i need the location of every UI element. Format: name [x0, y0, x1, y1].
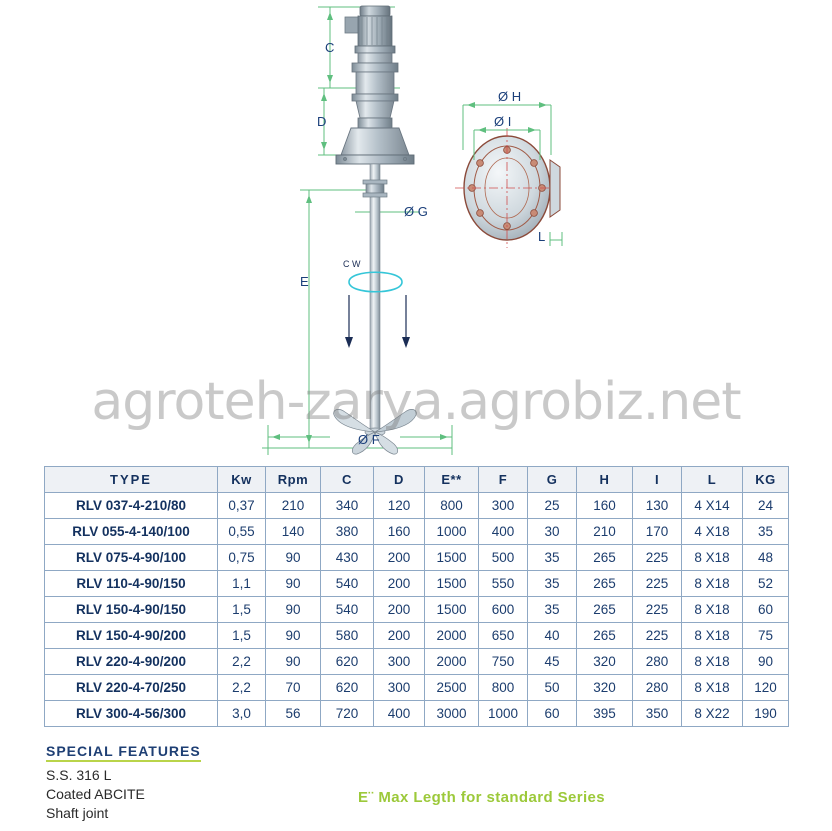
- cell-c: 430: [321, 545, 374, 571]
- cell-type: RLV 037-4-210/80: [45, 493, 218, 519]
- cell-c: 620: [321, 675, 374, 701]
- cell-g: 30: [528, 519, 577, 545]
- cell-kg: 190: [743, 701, 789, 727]
- cell-rpm: 70: [266, 675, 321, 701]
- col-c: C: [321, 467, 374, 493]
- cell-kg: 52: [743, 571, 789, 597]
- col-g: G: [528, 467, 577, 493]
- dim-label-e: E: [300, 274, 309, 289]
- cell-c: 540: [321, 597, 374, 623]
- cell-d: 160: [374, 519, 425, 545]
- emax-note: E¨ Max Legth for standard Series: [358, 789, 606, 806]
- cell-rpm: 56: [266, 701, 321, 727]
- cell-rpm: 90: [266, 623, 321, 649]
- cell-kw: 1,1: [218, 571, 266, 597]
- cell-g: 35: [528, 571, 577, 597]
- list-item: Coated ABCITE: [46, 786, 145, 802]
- cell-i: 225: [633, 623, 682, 649]
- table-row: [45, 571, 789, 597]
- special-features-list: [46, 766, 145, 823]
- shaft: [370, 164, 380, 434]
- col-f: F: [479, 467, 528, 493]
- cw-label: C W: [343, 259, 361, 269]
- cell-l: 8 X18: [682, 597, 743, 623]
- cell-i: 130: [633, 493, 682, 519]
- cell-c: 380: [321, 519, 374, 545]
- cell-c: 720: [321, 701, 374, 727]
- cell-h: 265: [577, 623, 633, 649]
- cell-l: 8 X18: [682, 675, 743, 701]
- special-features-title: SPECIAL FEATURES: [46, 743, 201, 762]
- cell-i: 170: [633, 519, 682, 545]
- col-kg: KG: [743, 467, 789, 493]
- cell-type: RLV 110-4-90/150: [45, 571, 218, 597]
- dim-label-c: C: [325, 40, 335, 55]
- watermark: agroteh-zarya.agrobiz.net: [91, 372, 741, 432]
- cell-type: RLV 055-4-140/100: [45, 519, 218, 545]
- cell-i: 350: [633, 701, 682, 727]
- cell-i: 280: [633, 675, 682, 701]
- cell-g: 35: [528, 545, 577, 571]
- cell-h: 210: [577, 519, 633, 545]
- col-l: L: [682, 467, 743, 493]
- cell-g: 35: [528, 597, 577, 623]
- cell-i: 225: [633, 571, 682, 597]
- cell-d: 200: [374, 597, 425, 623]
- cell-rpm: 210: [266, 493, 321, 519]
- cell-kw: 3,0: [218, 701, 266, 727]
- cell-kw: 0,75: [218, 545, 266, 571]
- cell-c: 580: [321, 623, 374, 649]
- cell-e: 1500: [425, 545, 479, 571]
- cell-f: 650: [479, 623, 528, 649]
- cell-l: 8 X22: [682, 701, 743, 727]
- cell-c: 540: [321, 571, 374, 597]
- cell-h: 160: [577, 493, 633, 519]
- cell-kw: 2,2: [218, 649, 266, 675]
- dim-label-d: D: [317, 114, 327, 129]
- cell-l: 8 X18: [682, 545, 743, 571]
- cell-kg: 90: [743, 649, 789, 675]
- col-h: H: [577, 467, 633, 493]
- cell-rpm: 90: [266, 545, 321, 571]
- cell-h: 320: [577, 675, 633, 701]
- cell-g: 60: [528, 701, 577, 727]
- table-row: [45, 493, 789, 519]
- list-item: S.S. 316 L: [46, 767, 112, 783]
- dim-label-g: Ø G: [404, 204, 428, 219]
- motor-assembly: [336, 6, 414, 164]
- cell-kg: 120: [743, 675, 789, 701]
- cell-h: 265: [577, 597, 633, 623]
- cell-l: 8 X18: [682, 649, 743, 675]
- cell-g: 45: [528, 649, 577, 675]
- cell-type: RLV 220-4-70/250: [45, 675, 218, 701]
- cell-i: 280: [633, 649, 682, 675]
- col-d: D: [374, 467, 425, 493]
- cell-d: 200: [374, 571, 425, 597]
- col-kw: Kw: [218, 467, 266, 493]
- cell-e: 2500: [425, 675, 479, 701]
- cell-type: RLV 150-4-90/150: [45, 597, 218, 623]
- dim-label-i: Ø I: [494, 114, 512, 129]
- cell-rpm: 90: [266, 571, 321, 597]
- cell-type: RLV 075-4-90/100: [45, 545, 218, 571]
- col-i: I: [633, 467, 682, 493]
- cell-kg: 60: [743, 597, 789, 623]
- cell-d: 300: [374, 649, 425, 675]
- cell-f: 500: [479, 545, 528, 571]
- cell-l: 4 X14: [682, 493, 743, 519]
- table-row: [45, 701, 789, 727]
- cell-f: 750: [479, 649, 528, 675]
- cell-l: 4 X18: [682, 519, 743, 545]
- cell-i: 225: [633, 597, 682, 623]
- table-row: [45, 519, 789, 545]
- cell-type: RLV 150-4-90/200: [45, 623, 218, 649]
- cell-f: 550: [479, 571, 528, 597]
- dim-label-f: Ø F: [358, 432, 380, 447]
- cell-f: 800: [479, 675, 528, 701]
- cell-h: 265: [577, 545, 633, 571]
- cell-d: 200: [374, 623, 425, 649]
- cell-i: 225: [633, 545, 682, 571]
- table-row: [45, 623, 789, 649]
- cell-f: 600: [479, 597, 528, 623]
- cell-e: 800: [425, 493, 479, 519]
- cell-e: 1500: [425, 571, 479, 597]
- specifications-table: [44, 466, 789, 727]
- table-row: [45, 597, 789, 623]
- cell-l: 8 X18: [682, 571, 743, 597]
- col-e: E**: [425, 467, 479, 493]
- dim-label-l: L: [538, 229, 546, 244]
- cell-rpm: 90: [266, 649, 321, 675]
- cell-kg: 75: [743, 623, 789, 649]
- cell-rpm: 90: [266, 597, 321, 623]
- cell-d: 200: [374, 545, 425, 571]
- cell-type: RLV 220-4-90/200: [45, 649, 218, 675]
- cell-kg: 48: [743, 545, 789, 571]
- cell-f: 300: [479, 493, 528, 519]
- cell-l: 8 X18: [682, 623, 743, 649]
- dim-label-h: Ø H: [498, 89, 522, 104]
- col-rpm: Rpm: [266, 467, 321, 493]
- cell-kw: 1,5: [218, 623, 266, 649]
- cell-h: 265: [577, 571, 633, 597]
- table-header-row: [45, 467, 789, 493]
- table-row: [45, 675, 789, 701]
- cell-g: 40: [528, 623, 577, 649]
- cell-kg: 35: [743, 519, 789, 545]
- cell-h: 320: [577, 649, 633, 675]
- list-item: Shaft joint: [46, 805, 109, 821]
- cell-c: 340: [321, 493, 374, 519]
- shaft-joint: [363, 180, 387, 197]
- cell-kw: 2,2: [218, 675, 266, 701]
- cell-f: 1000: [479, 701, 528, 727]
- cell-kw: 1,5: [218, 597, 266, 623]
- cell-e: 1000: [425, 519, 479, 545]
- cell-g: 50: [528, 675, 577, 701]
- cell-e: 2000: [425, 649, 479, 675]
- cell-e: 1500: [425, 597, 479, 623]
- cell-g: 25: [528, 493, 577, 519]
- cell-d: 300: [374, 675, 425, 701]
- table-row: [45, 649, 789, 675]
- cell-type: RLV 300-4-56/300: [45, 701, 218, 727]
- cell-f: 400: [479, 519, 528, 545]
- cell-kw: 0,55: [218, 519, 266, 545]
- cell-e: 3000: [425, 701, 479, 727]
- cell-rpm: 140: [266, 519, 321, 545]
- cell-h: 395: [577, 701, 633, 727]
- cell-kw: 0,37: [218, 493, 266, 519]
- table-row: [45, 545, 789, 571]
- col-type: TYPE: [45, 467, 218, 493]
- cell-d: 120: [374, 493, 425, 519]
- cell-e: 2000: [425, 623, 479, 649]
- cell-c: 620: [321, 649, 374, 675]
- cell-d: 400: [374, 701, 425, 727]
- cell-kg: 24: [743, 493, 789, 519]
